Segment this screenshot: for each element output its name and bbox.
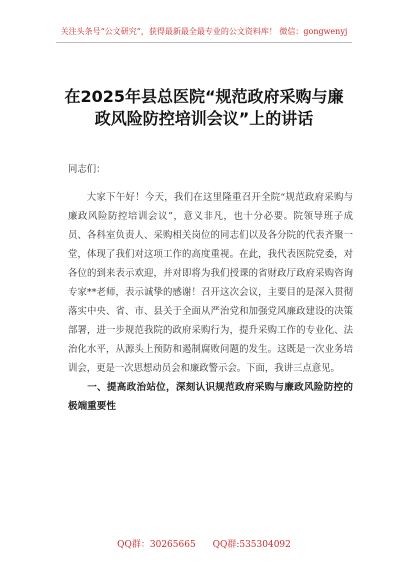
header-divider (56, 42, 352, 43)
title-line-2: 政风险防控培训会议”上的讲话 (94, 109, 314, 128)
section-heading-1: 一、提高政治站位，深刻认识规范政府采购与廉政风险防控的极端重要性 (68, 382, 353, 412)
footer-contact (0, 537, 408, 550)
header-banner: 关注头条号“公文研究”，获得最新最全最专业的公文资料库！ 微信：gongwenyj (60, 27, 348, 36)
paragraph-1: 大家下午好！今天，我们在这里隆重召开全院“规范政府采购与廉政风险防控培训会议”，意义非凡，也十分必要。院领导班子成员、各科室负责人、采购相关岗位的同志们以及各分院的代表齐聚一堂，体现了我们对这项工作的高度重视。在此，我代表医院党委，对各位的到来表示欢迎，并对即将为我们授课的省财政厅政府采购咨询专家**老师，表示诚挚的感谢！召开这次会议，主要目的是深入贯彻落实中央、省、市、县关于全面从严治党和加强党风廉政建设的决策部署，进一步规范我院的政府采购行为，提升采购工作的专业化、法治化水平，从源头上预防和遏制腐败问题的发生。这既是一次业务培训会，更是一次思想动员会和廉政警示会。下面，我讲三点意见。 (68, 192, 353, 374)
title-line-1: 在2025年县总医院“规范政府采购与廉 (64, 87, 344, 106)
document-body (68, 160, 353, 416)
footer-qq-group-2: QQ群:535304092 (212, 540, 291, 550)
salutation: 同志们： (68, 164, 106, 175)
document-title (40, 86, 368, 130)
footer-qq-group-1: QQ群：30265665 (117, 540, 196, 550)
